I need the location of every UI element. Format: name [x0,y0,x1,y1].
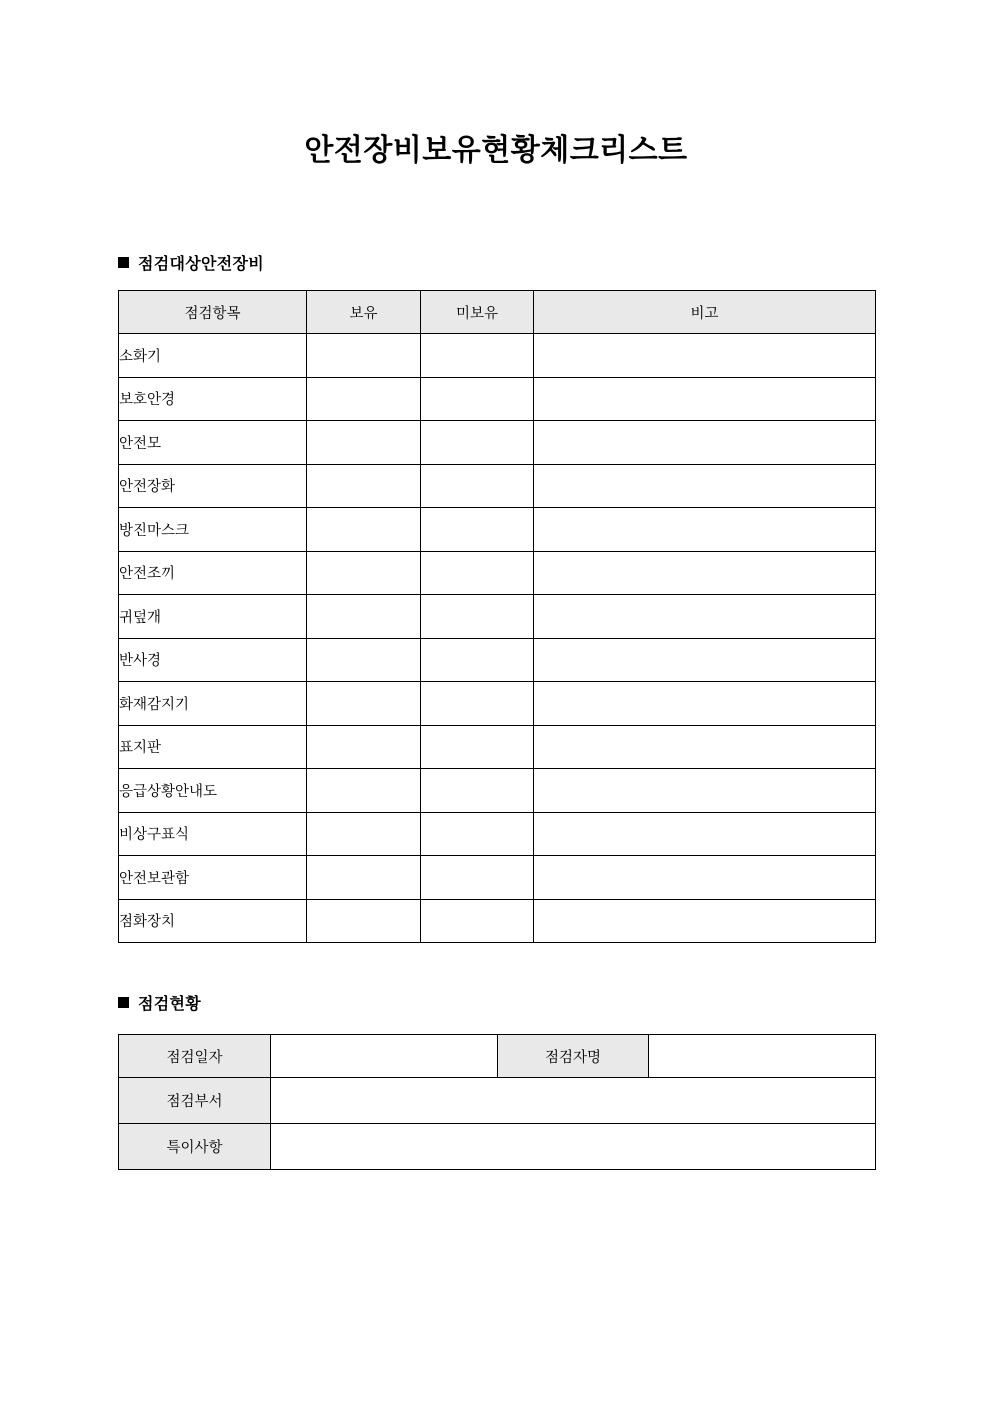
department-field[interactable] [271,1078,876,1124]
have-checkbox-cell[interactable] [307,334,421,378]
filled-square-bullet-icon [118,257,129,268]
section-heading-status-label: 점검현황 [138,994,202,1013]
have-checkbox-cell[interactable] [307,769,421,813]
not-have-checkbox-cell[interactable] [421,551,534,595]
not-have-checkbox-cell[interactable] [421,725,534,769]
note-cell[interactable] [534,334,876,378]
table-row [119,551,876,595]
column-header-have: 보유 [307,291,421,334]
table-row [119,377,876,421]
have-checkbox-cell[interactable] [307,551,421,595]
not-have-checkbox-cell[interactable] [421,769,534,813]
filled-square-bullet-icon [118,997,129,1008]
remarks-field[interactable] [271,1124,876,1170]
table-row [119,334,876,378]
equipment-item-label: 비상구표식 [119,812,307,856]
table-row [119,1124,876,1170]
note-cell[interactable] [534,725,876,769]
equipment-checklist-table [118,290,876,943]
note-cell[interactable] [534,682,876,726]
equipment-item-label: 화재감지기 [119,682,307,726]
column-header-not-have: 미보유 [421,291,534,334]
note-cell[interactable] [534,899,876,943]
inspector-name-field[interactable] [649,1035,876,1078]
not-have-checkbox-cell[interactable] [421,421,534,465]
equipment-item-label: 귀덮개 [119,595,307,639]
table-row [119,682,876,726]
table-row [119,812,876,856]
not-have-checkbox-cell[interactable] [421,682,534,726]
note-cell[interactable] [534,769,876,813]
note-cell[interactable] [534,595,876,639]
note-cell[interactable] [534,856,876,900]
inspection-status-table [118,1034,876,1170]
department-label: 점검부서 [119,1078,271,1124]
equipment-item-label: 안전조끼 [119,551,307,595]
have-checkbox-cell[interactable] [307,508,421,552]
table-row [119,421,876,465]
not-have-checkbox-cell[interactable] [421,464,534,508]
have-checkbox-cell[interactable] [307,638,421,682]
equipment-item-label: 점화장치 [119,899,307,943]
inspector-name-label: 점검자명 [498,1035,649,1078]
equipment-item-label: 방진마스크 [119,508,307,552]
table-row [119,1078,876,1124]
table-row [119,899,876,943]
have-checkbox-cell[interactable] [307,812,421,856]
not-have-checkbox-cell[interactable] [421,899,534,943]
note-cell[interactable] [534,464,876,508]
equipment-item-label: 보호안경 [119,377,307,421]
equipment-item-label: 안전장화 [119,464,307,508]
have-checkbox-cell[interactable] [307,377,421,421]
column-header-note: 비고 [534,291,876,334]
have-checkbox-cell[interactable] [307,464,421,508]
table-row [119,725,876,769]
column-header-item: 점검항목 [119,291,307,334]
table-row [119,464,876,508]
table-row [119,508,876,552]
table-row [119,856,876,900]
not-have-checkbox-cell[interactable] [421,638,534,682]
have-checkbox-cell[interactable] [307,682,421,726]
note-cell[interactable] [534,377,876,421]
not-have-checkbox-cell[interactable] [421,856,534,900]
table-row [119,1035,876,1078]
table-row [119,769,876,813]
section-heading-equipment [118,251,264,274]
section-heading-equipment-label: 점검대상안전장비 [138,254,265,273]
equipment-item-label: 소화기 [119,334,307,378]
have-checkbox-cell[interactable] [307,421,421,465]
not-have-checkbox-cell[interactable] [421,508,534,552]
have-checkbox-cell[interactable] [307,595,421,639]
equipment-item-label: 반사경 [119,638,307,682]
equipment-item-label: 안전보관함 [119,856,307,900]
remarks-label: 특이사항 [119,1124,271,1170]
inspection-date-field[interactable] [271,1035,498,1078]
note-cell[interactable] [534,421,876,465]
page-title: 안전장비보유현황체크리스트 [304,133,688,168]
note-cell[interactable] [534,812,876,856]
table-row [119,638,876,682]
equipment-item-label: 응급상황안내도 [119,769,307,813]
have-checkbox-cell[interactable] [307,856,421,900]
not-have-checkbox-cell[interactable] [421,595,534,639]
not-have-checkbox-cell[interactable] [421,377,534,421]
equipment-item-label: 표지판 [119,725,307,769]
not-have-checkbox-cell[interactable] [421,812,534,856]
note-cell[interactable] [534,551,876,595]
table-header-row [119,291,876,334]
inspection-date-label: 점검일자 [119,1035,271,1078]
equipment-item-label: 안전모 [119,421,307,465]
note-cell[interactable] [534,638,876,682]
have-checkbox-cell[interactable] [307,899,421,943]
note-cell[interactable] [534,508,876,552]
not-have-checkbox-cell[interactable] [421,334,534,378]
table-row [119,595,876,639]
section-heading-status [118,991,201,1014]
have-checkbox-cell[interactable] [307,725,421,769]
